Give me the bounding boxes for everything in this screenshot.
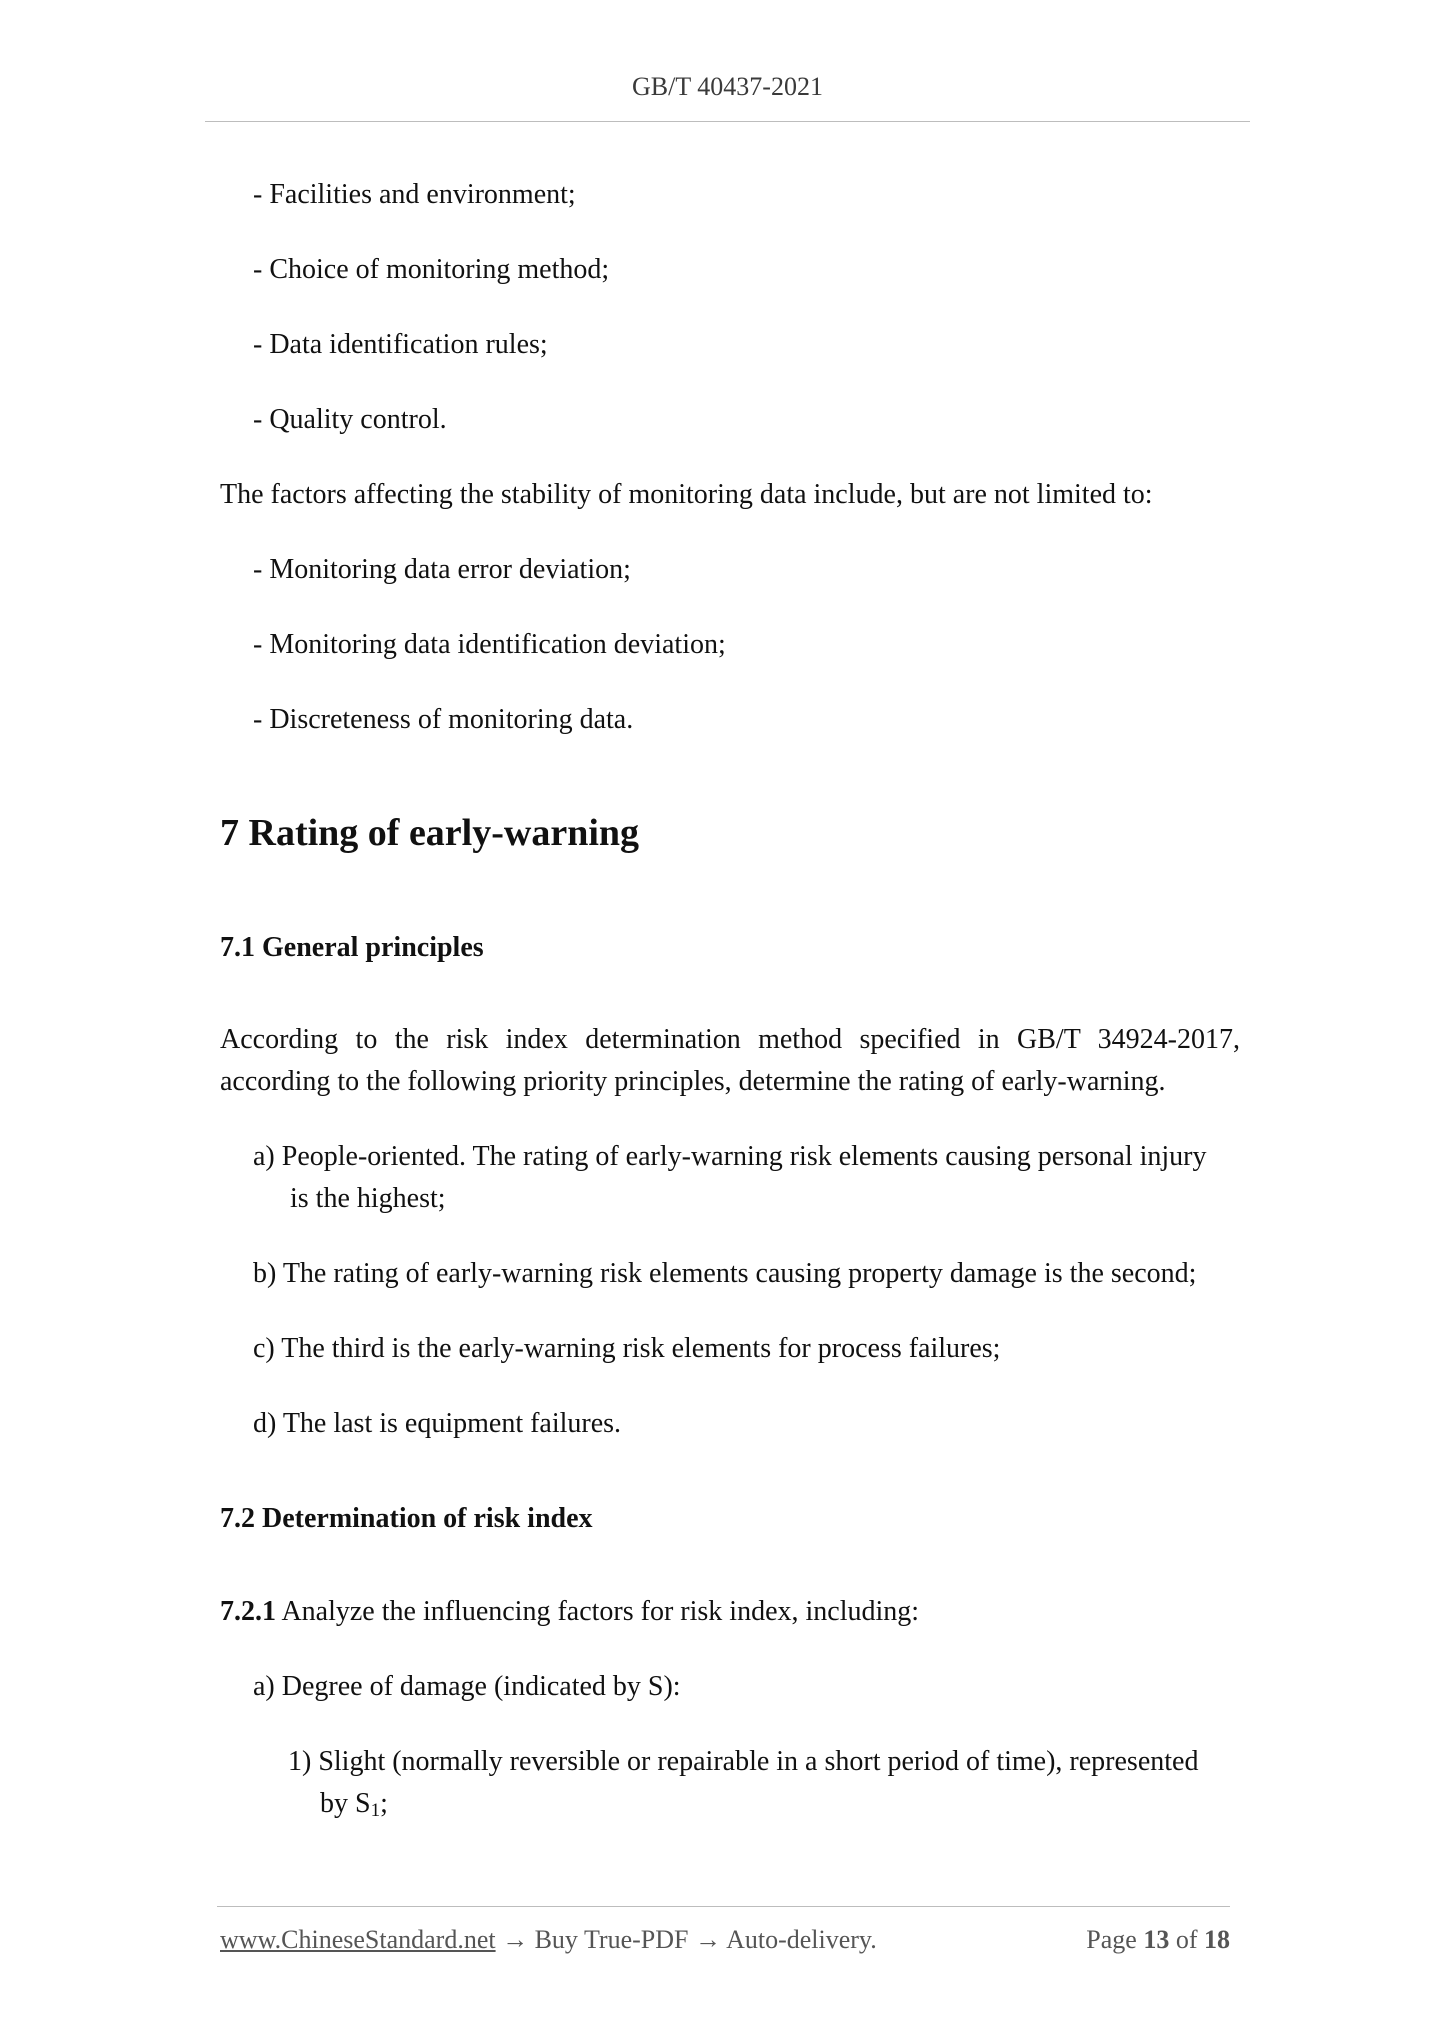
page-footer: [220, 1925, 1230, 1955]
list-item: - Monitoring data error deviation;: [253, 554, 631, 585]
list-item: b) The rating of early-warning risk elements causing property damage is the second;: [253, 1258, 1197, 1289]
clause-paragraph: [220, 1593, 919, 1631]
list-item: d) The last is equipment failures.: [253, 1408, 622, 1439]
clause-text: Analyze the influencing factors for risk index, including:: [276, 1596, 920, 1627]
list-item: - Monitoring data identification deviation;: [253, 629, 726, 660]
page-indicator: Page 13 of 18: [1086, 1925, 1230, 1954]
delivery-text: → Auto-delivery.: [695, 1925, 877, 1954]
subsection-heading: 7.2 Determination of risk index: [220, 1503, 593, 1534]
total-pages: 18: [1204, 1925, 1230, 1954]
buy-text: → Buy True-PDF: [495, 1925, 695, 1954]
list-item: - Facilities and environment;: [253, 179, 576, 210]
website-link[interactable]: www.ChineseStandard.net: [220, 1925, 496, 1954]
subsection-heading: 7.1 General principles: [220, 932, 484, 963]
list-item: - Choice of monitoring method;: [253, 254, 610, 285]
current-page: 13: [1143, 1925, 1170, 1954]
paragraph-line: According to the risk index determination method specified in GB/T 34924-2017,: [220, 1024, 1240, 1055]
footer-divider: [217, 1906, 1230, 1907]
document-id-header: GB/T 40437-2021: [632, 72, 823, 101]
list-item: c) The third is the early-warning risk elements for process failures;: [253, 1333, 1001, 1364]
list-item: - Data identification rules;: [253, 329, 548, 360]
list-item-continuation: is the highest;: [290, 1183, 446, 1214]
numbered-item-continuation: by $S_1$;: [320, 1788, 388, 1821]
list-item: - Discreteness of monitoring data.: [253, 704, 634, 735]
section-heading: 7 Rating of early-warning: [220, 812, 640, 854]
list-item: - Quality control.: [253, 404, 447, 435]
clause-number: 7.2.1: [220, 1596, 276, 1627]
paragraph-line: according to the following priority principles, determine the rating of early-warning.: [220, 1066, 1166, 1097]
header-divider: [205, 121, 1250, 122]
list-item: a) People-oriented. The rating of early-warning risk elements causing personal injury: [253, 1141, 1207, 1172]
numbered-item: 1) Slight (normally reversible or repairable in a short period of time), represented: [288, 1746, 1199, 1777]
list-item: a) Degree of damage (indicated by S):: [253, 1671, 681, 1702]
paragraph: The factors affecting the stability of monitoring data include, but are not limited to:: [220, 479, 1153, 510]
